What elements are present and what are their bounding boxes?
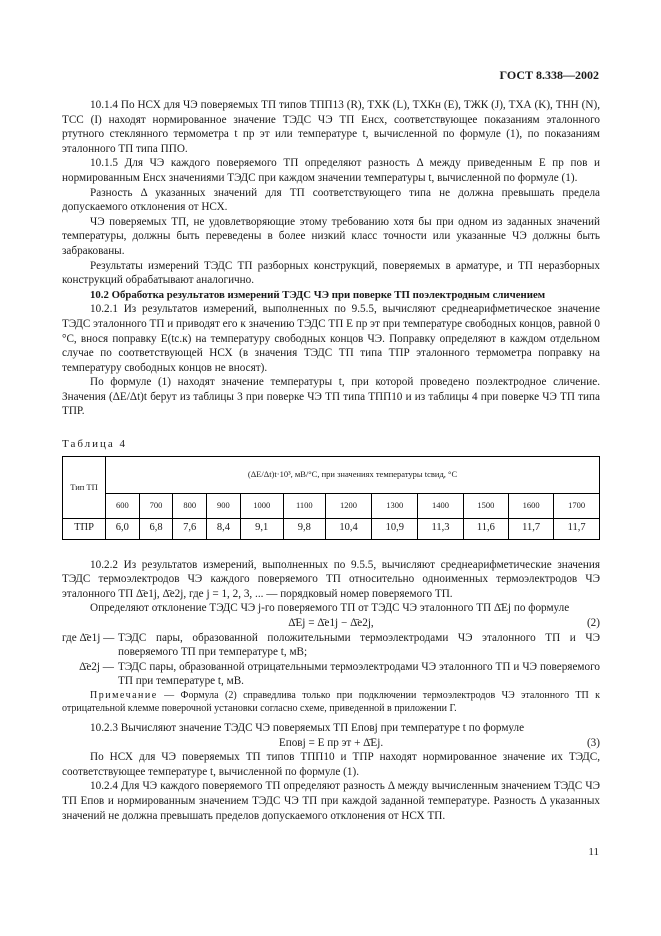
section-heading-10-2: 10.2 Обработка результатов измерений ТЭДС ЧЭ при поверке ТП поэлектродным сличением — [90, 288, 546, 301]
paragraph-deviation: Определяют отклонение ТЭДС ЧЭ j-го поверяемого ТП от ТЭДС ЧЭ эталонного ТП Δ̄Ej по формуле — [90, 602, 570, 615]
value-cell: 11,7 — [554, 518, 600, 539]
value-cell: 6,8 — [139, 518, 173, 539]
temp-cell: 1300 — [372, 493, 418, 518]
formula-definitions — [62, 631, 600, 689]
paragraph-reject: ЧЭ поверяемых ТП, не удовлетворяющие этому требованию хотя бы при одном из заданных значений температуры, должны быть переведены в более низкий класс точности или указанные ЧЭ должны быть забракованы. — [62, 215, 600, 257]
table-header-type: Тип ТП — [63, 456, 106, 518]
paragraph-10-1-5: 10.1.5 Для ЧЭ каждого поверяемого ТП определяют разность Δ между приведенным E пр пов и нормированным Eнсх значениями ТЭДС при каждом значении температуры t, вычисленной по формуле (1). — [62, 157, 600, 184]
table-row-tpr — [63, 518, 600, 539]
note-text: — Формула (2) справедлива только при подключении термоэлектродов ЧЭ эталонного ТП к отрицательной клемме поверочной установки согласно схеме, приведенной в приложении Г. — [62, 690, 600, 714]
value-cell: 8,4 — [207, 518, 241, 539]
definition-symbol-1: где Δ̄e1j — — [62, 631, 115, 644]
paragraph-difference: Разность Δ указанных значений для ТП соответствующего типа не должна превышать предела допускаемого отклонения от НСХ. — [62, 186, 600, 214]
temp-cell: 1700 — [554, 493, 600, 518]
temp-cell: 800 — [173, 493, 207, 518]
value-cell: 10,9 — [372, 518, 418, 539]
note-label: Примечание — [90, 690, 158, 701]
temp-cell: 1000 — [240, 493, 283, 518]
value-cell: 9,1 — [240, 518, 283, 539]
paragraph-10-2-4: 10.2.4 Для ЧЭ каждого поверяемого ТП определяют разность Δ между вычисленным значением ТЭДС ЧЭ ТП Eпов и нормированным значением ТЭДС ЧЭ ТП при каждой заданной температуре. Разность Δ указанных значений не должна превышать пределов допускаемого отклонения от НСХ ТП. — [62, 780, 600, 822]
formula-3-number: (3) — [586, 736, 600, 749]
formula-3-expression: Eповj = E пр эт + Δ̄Ej. — [278, 736, 384, 749]
value-cell: 7,6 — [173, 518, 207, 539]
value-cell: 11,7 — [509, 518, 554, 539]
paragraph-10-2-1: 10.2.1 Из результатов измерений, выполненных по 9.5.5, вычисляют среднеарифметическое значение ТЭДС эталонного ТП и приводят его к значению ТЭДС ТП E пр эт при температуре свободных концов, равной 0 °С, внося поправку E(tс.к) на температуру свободных концов ЧЭ. Поправку определяют в каждом отдельном случае по соответствующей НСХ (в значения ТЭДС ТП типа ТПР эталонного термометра поправку на температуру свободных концов не вносят). — [62, 303, 600, 374]
value-cell: 11,6 — [463, 518, 508, 539]
paragraph-results: Результаты измерений ТЭДС ТП разборных конструкций, поверяемых в арматуре, и ТП неразборных конструкций обрабатывают аналогично. — [62, 259, 600, 287]
temp-cell: 1400 — [418, 493, 463, 518]
definition-text-2: ТЭДС пары, образованной отрицательными термоэлектродами ЧЭ эталонного ТП и ЧЭ поверяемого ТП при температуре t, мВ. — [118, 660, 600, 688]
paragraph-10-1-4: 10.1.4 По НСХ для ЧЭ поверяемых ТП типов ТПП13 (R), ТХК (L), ТХКн (Е), ТЖК (J), ТХА (K), ТНН (N), ТСС (I) находят нормированное значение ТЭДС ЧЭ ТП Eнсх, соответствующее показаниям эталонного ртутного стеклянного термометра t пр эт или температуре t, вычисленной по формуле (1), по показаниям эталонного ТП типа ППО. — [62, 99, 600, 155]
paragraph-formula-1: По формуле (1) находят значение температуры t, при которой проведено поэлектродное сличение. Значения (ΔE/Δt)t берут из таблицы 3 при поверке ЧЭ ТП типа ТПП10 и из таблицы 4 при поверке ЧЭ ТП типа ТПР. — [62, 376, 600, 418]
value-cell: 11,3 — [418, 518, 463, 539]
standard-header: ГОСТ 8.338—2002 — [499, 68, 599, 82]
formula-2 — [62, 616, 600, 631]
table-caption: Таблица 4 — [62, 438, 128, 451]
value-cell: 9,8 — [283, 518, 325, 539]
temp-cell: 600 — [106, 493, 140, 518]
temp-cell: 900 — [207, 493, 241, 518]
row-label: ТПР — [63, 518, 106, 539]
note — [62, 689, 600, 715]
table-span-header: (ΔE/Δt)t·10³, мВ/°С, при значениях температуры tсвид, °С — [106, 456, 600, 493]
value-cell: 10,4 — [325, 518, 371, 539]
table-temps-row — [63, 493, 600, 518]
paragraph-10-2-2: 10.2.2 Из результатов измерений, выполненных по 9.5.5, вычисляют среднеарифметические значения ТЭДС термоэлектродов ЧЭ каждого поверяемого ТП относительно одноименных термоэлектродов ЧЭ эталонного ТП Δ̄e1j, Δ̄e2j, где j = 1, 2, 3, ... — порядковый номер поверяемого ТП. — [62, 558, 600, 600]
definition-symbol-2: Δ̄e2j — — [79, 660, 114, 673]
paragraph-nsx: По НСХ для ЧЭ поверяемых ТП типов ТПП10 и ТПР находят нормированное значение их ТЭДС, соответствующее температуре t, вычисленной по формуле (1). — [62, 751, 600, 778]
page-number: 11 — [588, 846, 599, 858]
definition-text-1: ТЭДС пары, образованной положительными термоэлектродами ЧЭ эталонного ТП и ЧЭ поверяемого ТП при температуре t, мВ; — [118, 631, 600, 659]
formula-2-expression: Δ̄Ej = Δ̄e1j − Δ̄e2j, — [288, 617, 374, 630]
value-cell: 6,0 — [106, 518, 140, 539]
temp-cell: 1100 — [283, 493, 325, 518]
paragraph-10-2-3: 10.2.3 Вычисляют значение ТЭДС ЧЭ поверяемых ТП Eповj при температуре t по формуле — [90, 722, 525, 734]
temp-cell: 1600 — [509, 493, 554, 518]
temp-cell: 1500 — [463, 493, 508, 518]
formula-2-number: (2) — [586, 617, 600, 630]
document-body — [62, 98, 600, 823]
temp-cell: 1200 — [325, 493, 371, 518]
formula-3 — [62, 736, 600, 751]
temp-cell: 700 — [139, 493, 173, 518]
table-4 — [62, 456, 600, 540]
